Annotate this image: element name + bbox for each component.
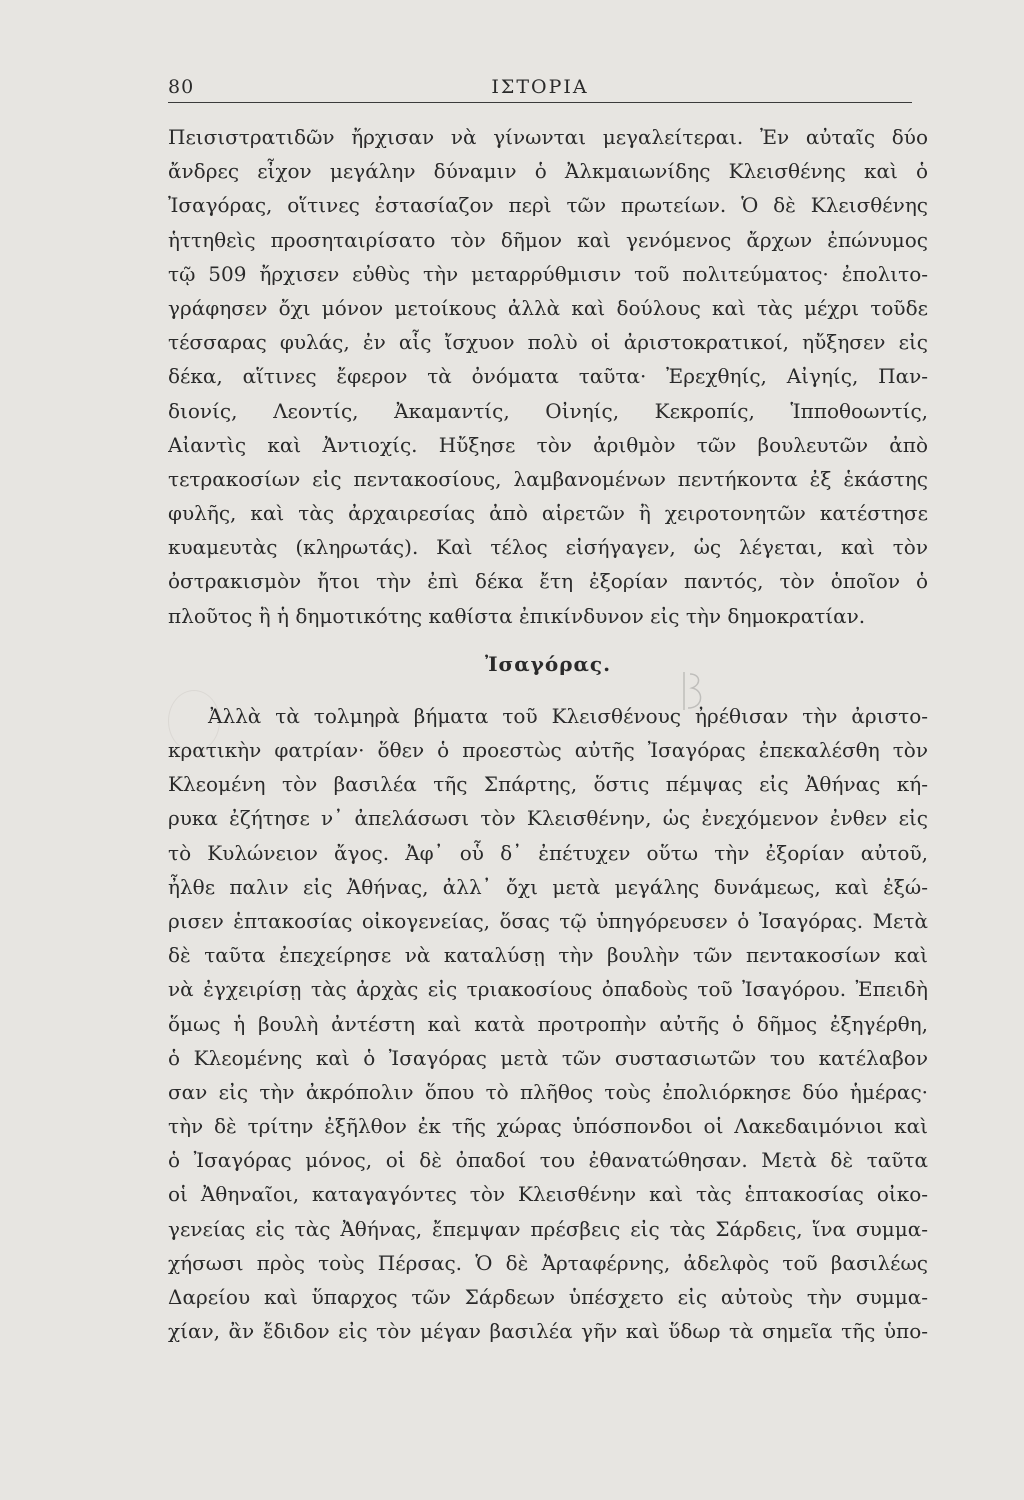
text-line: ὅμως ἡ βουλὴ ἀντέστη καὶ κατὰ προτροπὴν αὐτῆς ὁ δῆμος ἐξηγέρθη, <box>168 1011 928 1036</box>
text-line: ἦλθε παλιν εἰς Ἀθήνας, ἀλλ᾽ ὄχι μετὰ μεγάλης δυνάμεως, καὶ ἐξώ- <box>168 874 928 899</box>
text-line: ρισεν ἑπτακοσίας οἰκογενείας, ὅσας τῷ ὑπηγόρευσεν ὁ Ἰσαγόρας. Μετὰ <box>168 908 928 933</box>
text-line: γράφησεν ὄχι μόνον μετοίκους ἀλλὰ καὶ δούλους καὶ τὰς μέχρι τοῦδε <box>168 295 928 320</box>
text-line: σαν εἰς τὴν ἀκρόπολιν ὅπου τὸ πλῆθος τοὺς ἐπολιόρκησε δύο ἡμέρας· <box>168 1079 928 1104</box>
text-line: κυαμευτὰς (κληρωτάς). Καὶ τέλος εἰσήγαγεν, ὡς λέγεται, καὶ τὸν <box>168 535 928 560</box>
text-line: τέσσαρας φυλάς, ἐν αἷς ἴσχυον πολὺ οἱ ἀριστοκρατικοί, ηὔξησεν εἰς <box>168 330 928 355</box>
text-line: γενείας εἰς τὰς Ἀθήνας, ἔπεμψαν πρέσβεις εἰς τὰς Σάρδεις, ἵνα συμμα- <box>168 1216 928 1241</box>
text-line: δὲ ταῦτα ἐπεχείρησε νὰ καταλύσῃ τὴν βουλὴν τῶν πεντακοσίων καὶ <box>168 943 928 968</box>
text-line: ὀστρακισμὸν ἤτοι τὴν ἐπὶ δέκα ἔτη ἐξορίαν παντός, τὸν ὁποῖον ὁ <box>168 569 928 594</box>
paragraph-isagoras <box>168 699 928 1349</box>
text-line: τὸ Κυλώνειον ἄγος. Ἀφ᾽ οὗ δ᾽ ἐπέτυχεν οὕτω τὴν ἐξορίαν αὐτοῦ, <box>168 840 928 865</box>
text-line: Κλεομένη τὸν βασιλέα τῆς Σπάρτης, ὅστις πέμψας εἰς Ἀθήνας κή- <box>168 772 928 797</box>
page-header <box>168 72 912 103</box>
text-line: τετρακοσίων εἰς πεντακοσίους, λαμβανομένων πεντήκοντα ἐξ ἑκάστης <box>168 466 928 491</box>
running-head: ΙΣΤΟΡΙΑ <box>491 76 589 98</box>
text-line: Αἰαντὶς καὶ Ἀντιοχίς. Ηὔξησε τὸν ἀριθμὸν τῶν βουλευτῶν ἀπὸ <box>168 432 928 457</box>
text-line: ὁ Κλεομένης καὶ ὁ Ἰσαγόρας μετὰ τῶν συστασιωτῶν του κατέλαβον <box>168 1045 928 1070</box>
text-line: πλοῦτος ἢ ἡ δημοτικότης καθίστα ἐπικίνδυνον εἰς τὴν δημοκρατίαν. <box>168 603 866 628</box>
text-line: τῷ 509 ἤρχισεν εὐθὺς τὴν μεταρρύθμισιν τοῦ πολιτεύματος· ἐπολιτο- <box>168 261 928 286</box>
text-line: χήσωσι πρὸς τοὺς Πέρσας. Ὁ δὲ Ἀρταφέρνης, ἀδελφὸς τοῦ βασιλέως <box>168 1250 928 1275</box>
section-heading: Ἰσαγόρας. <box>484 651 612 676</box>
page-body <box>168 120 928 1348</box>
text-line: νὰ ἐγχειρίσῃ τὰς ἀρχὰς εἰς τριακοσίους ὀπαδοὺς τοῦ Ἰσαγόρου. Ἐπειδὴ <box>168 977 928 1002</box>
text-line: φυλῆς, καὶ τὰς ἀρχαιρεσίας ἀπὸ αἱρετῶν ἢ χειροτονητῶν κατέστησε <box>168 501 928 526</box>
text-line: Ἀλλὰ τὰ τολμηρὰ βήματα τοῦ Κλεισθένους ἠρέθισαν τὴν ἀριστο- <box>208 703 928 728</box>
text-line: Δαρείου καὶ ὕπαρχος τῶν Σάρδεων ὑπέσχετο εἰς αὐτοὺς τὴν συμμα- <box>168 1285 928 1309</box>
text-line: Πεισιστρατιδῶν ἤρχισαν νὰ γίνωνται μεγαλείτεραι. Ἐν αὐταῖς δύο <box>168 125 928 149</box>
text-line: Ἰσαγόρας, οἵτινες ἐστασίαζον περὶ τῶν πρωτείων. Ὁ δὲ Κλεισθένης <box>168 193 928 218</box>
text-line: ἡττηθεὶς προσηταιρίσατο τὸν δῆμον καὶ γενόμενος ἄρχων ἐπώνυμος <box>168 227 928 252</box>
text-line: χίαν, ἂν ἔδιδον εἰς τὸν μέγαν βασιλέα γῆν καὶ ὕδωρ τὰ σημεῖα τῆς ὑπο- <box>168 1319 928 1344</box>
page-number: 80 <box>168 76 195 98</box>
text-line: ἄνδρες εἶχον μεγάλην δύναμιν ὁ Ἀλκμαιωνίδης Κλεισθένης καὶ ὁ <box>168 159 928 184</box>
text-line: δέκα, αἵτινες ἔφερον τὰ ὀνόματα ταῦτα· Ἐρεχθηίς, Αἰγηίς, Παν- <box>168 364 928 389</box>
text-line: ρυκα ἐζήτησε ν᾽ ἀπελάσωσι τὸν Κλεισθένην, ὡς ἐνεχόμενον ἐνθεν εἰς <box>168 806 928 831</box>
text-line: οἱ Ἀθηναῖοι, καταγαγόντες τὸν Κλεισθένην καὶ τὰς ἑπτακοσίας οἰκο- <box>168 1182 928 1207</box>
text-line: διονίς, Λεοντίς, Ἀκαμαντίς, Οἰνηίς, Κεκροπίς, Ἱπποθοωντίς, <box>168 398 928 423</box>
text-line: ὁ Ἰσαγόρας μόνος, οἱ δὲ ὀπαδοί του ἐθανατώθησαν. Μετὰ δὲ ταῦτα <box>168 1148 928 1173</box>
paragraph-peisistratids <box>168 120 928 633</box>
text-line: τὴν δὲ τρίτην ἐξῆλθον ἐκ τῆς χώρας ὑπόσπονδοι οἱ Λακεδαιμόνιοι καὶ <box>168 1114 928 1139</box>
text-line: κρατικὴν φατρίαν· ὅθεν ὁ προεστὼς αὐτῆς Ἰσαγόρας ἐπεκαλέσθη τὸν <box>168 738 928 762</box>
